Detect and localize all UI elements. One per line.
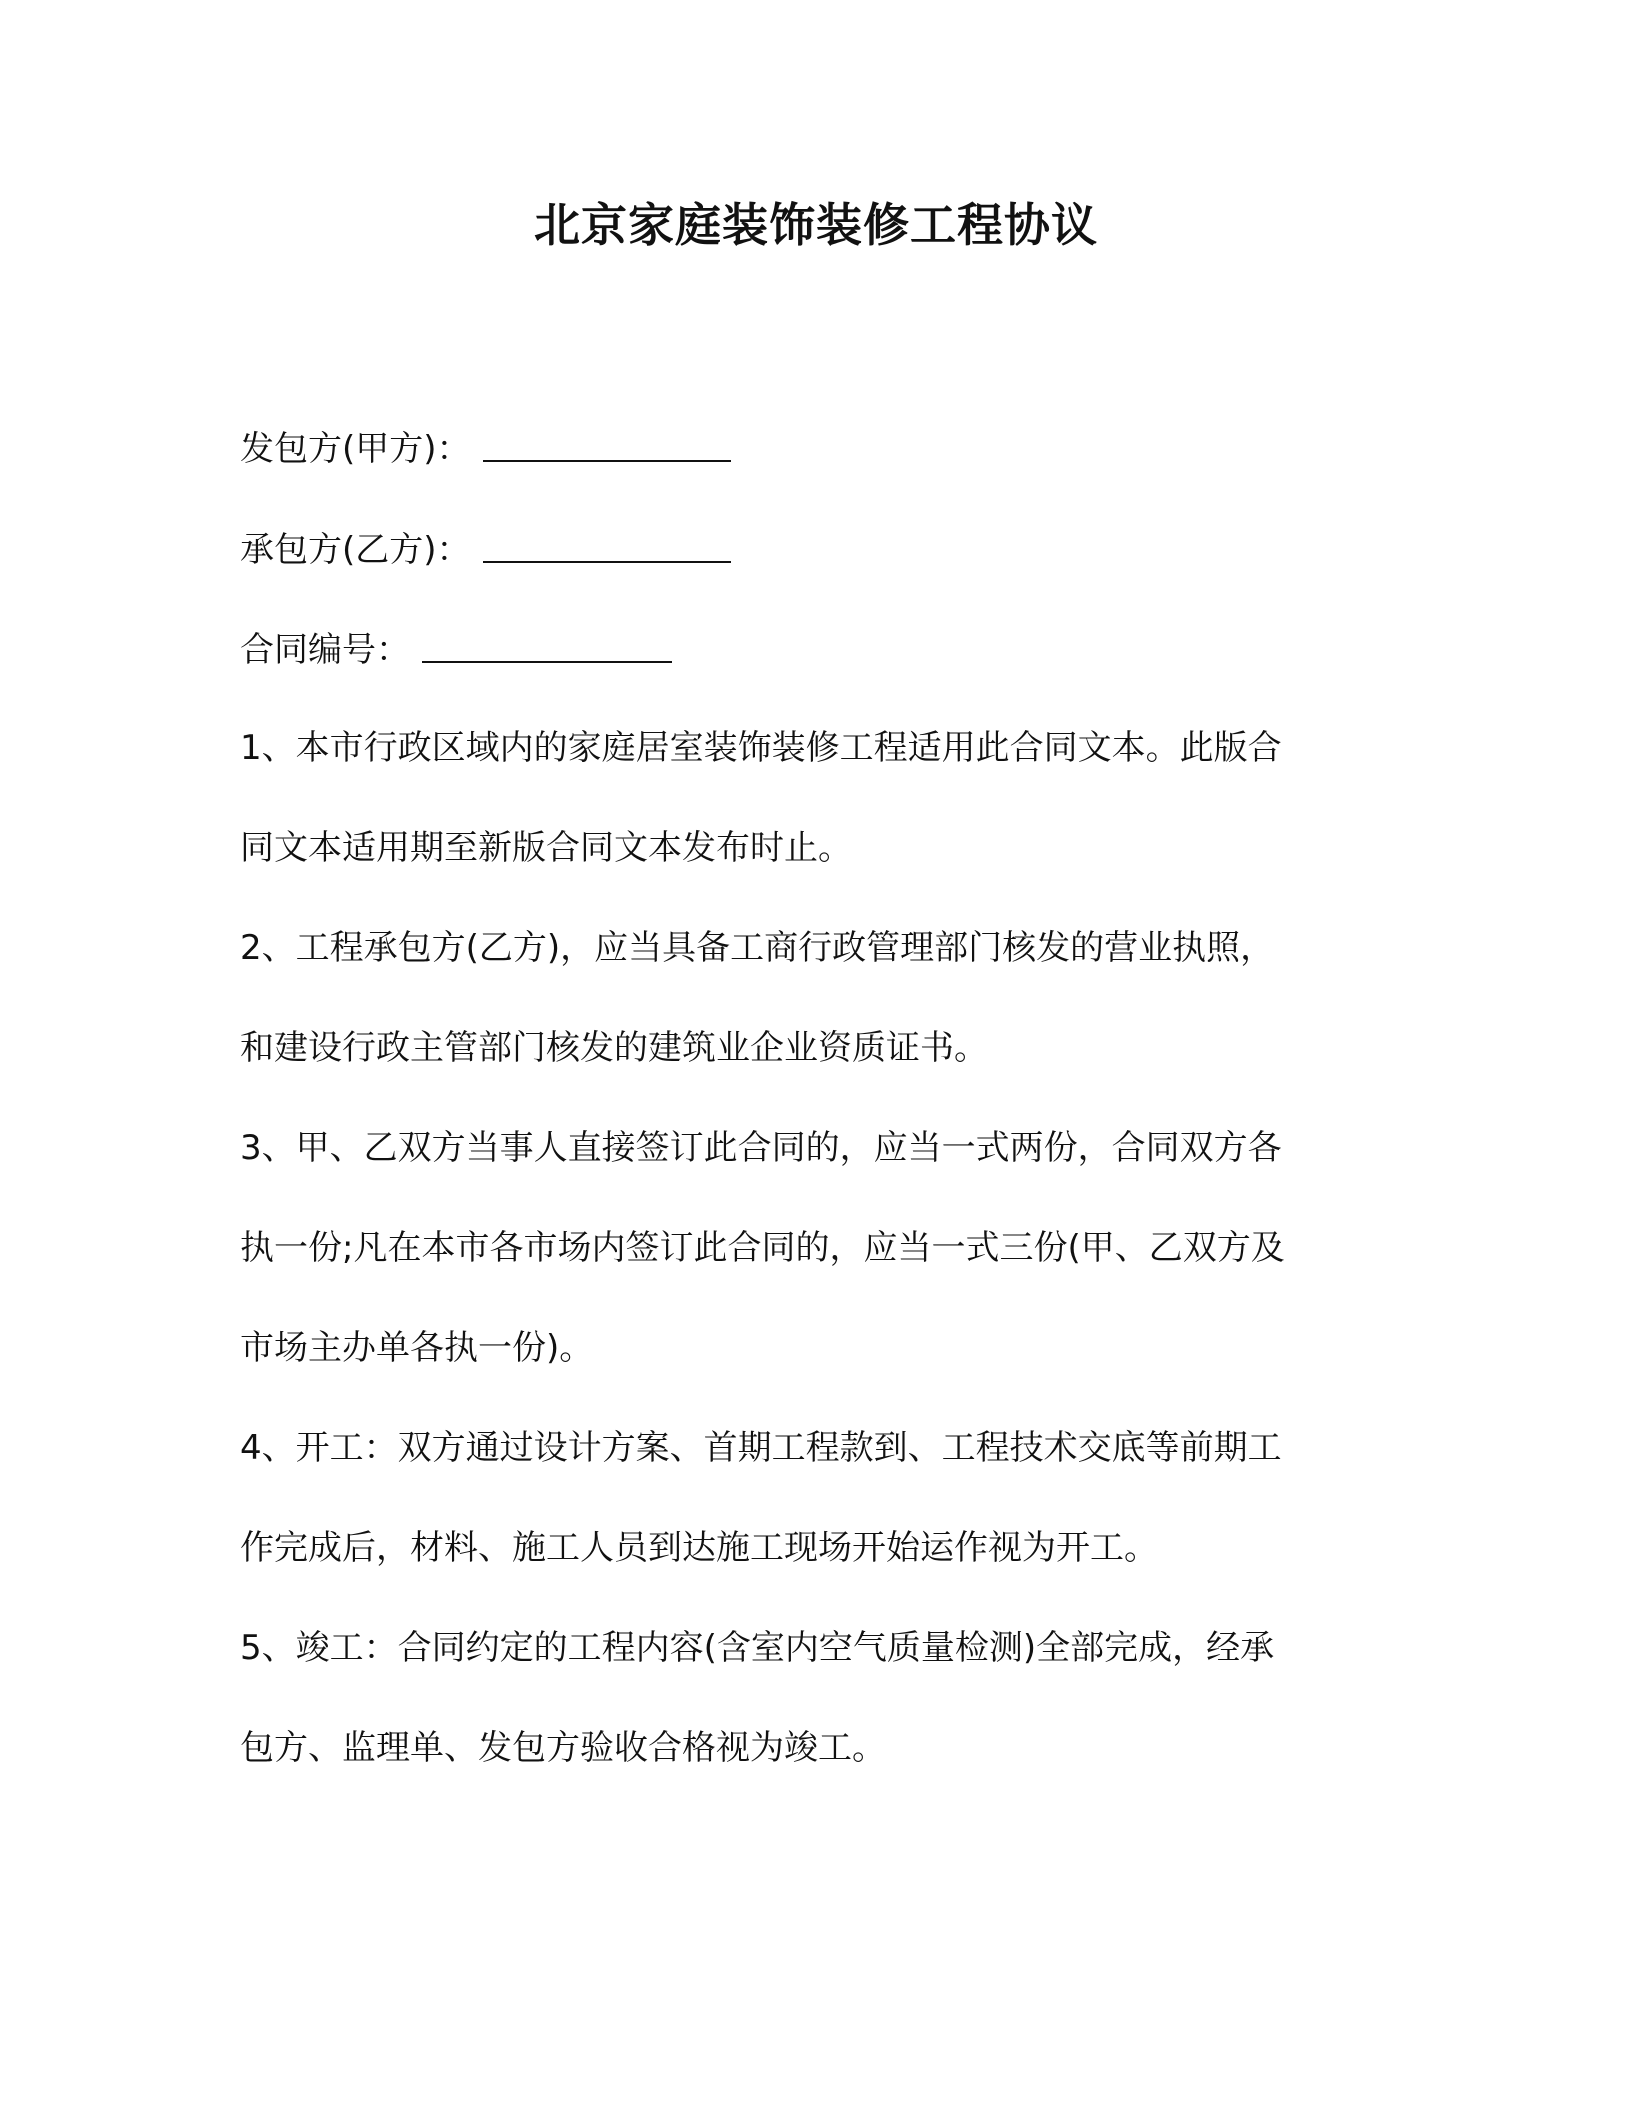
body-line: 市场主办单各执一份)。 [240, 1328, 594, 1368]
body-line: 4、开工：双方通过设计方案、首期工程款到、工程技术交底等前期工 [240, 1428, 1282, 1468]
body-line: 执一份;凡在本市各市场内签订此合同的，应当一式三份(甲、乙双方及 [240, 1228, 1285, 1268]
field-party-b-blank [483, 525, 731, 563]
field-contract-number-blank [422, 625, 672, 663]
field-party-a-label: 发包方(甲方)： [240, 429, 471, 469]
field-party-b [240, 523, 731, 575]
body-line: 包方、监理单、发包方验收合格视为竣工。 [240, 1728, 886, 1768]
field-party-a [240, 422, 731, 474]
body-line: 同文本适用期至新版合同文本发布时止。 [240, 828, 852, 868]
body-line: 2、工程承包方(乙方)，应当具备工商行政管理部门核发的营业执照， [240, 928, 1275, 968]
body-line: 5、竣工：合同约定的工程内容(含室内空气质量检测)全部完成，经承 [240, 1628, 1275, 1668]
document-title: 北京家庭装饰装修工程协议 [534, 198, 1098, 252]
field-party-b-label: 承包方(乙方)： [240, 530, 471, 570]
field-contract-number-label: 合同编号： [240, 630, 410, 670]
body-line: 作完成后，材料、施工人员到达施工现场开始运作视为开工。 [240, 1528, 1158, 1568]
field-party-a-blank [483, 424, 731, 462]
body-line: 3、甲、乙双方当事人直接签订此合同的，应当一式两份，合同双方各 [240, 1128, 1282, 1168]
body-line: 和建设行政主管部门核发的建筑业企业资质证书。 [240, 1028, 988, 1068]
field-contract-number [240, 623, 672, 675]
body-line: 1、本市行政区域内的家庭居室装饰装修工程适用此合同文本。此版合 [240, 728, 1282, 768]
